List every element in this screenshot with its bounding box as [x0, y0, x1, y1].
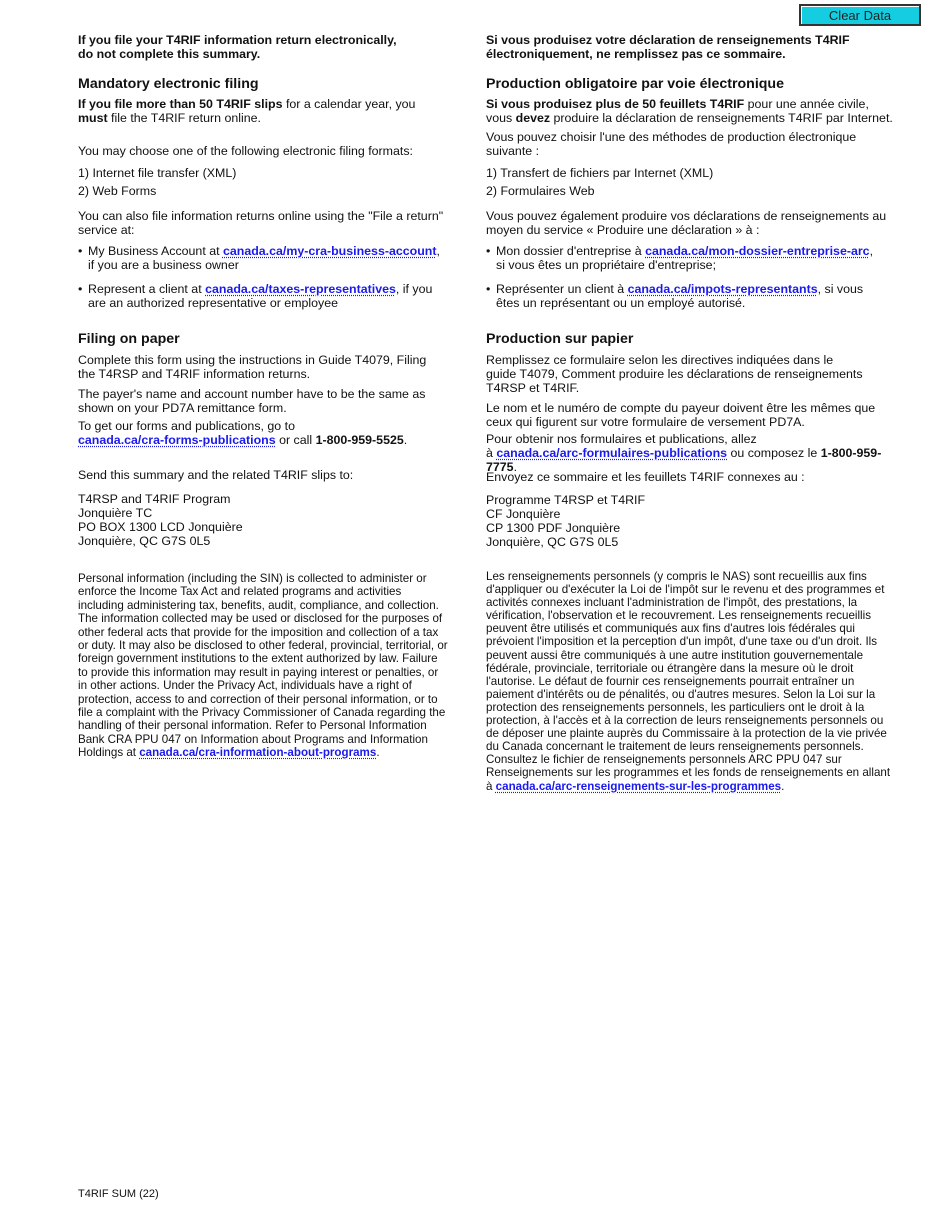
en-paper-2 [78, 387, 463, 415]
link[interactable]: canada.ca/impots-representants [627, 282, 818, 296]
en-electronic-notice [78, 33, 463, 61]
text: , si vous êtes un propriétaire d'entreprise; [496, 244, 874, 272]
en-paper-3 [78, 419, 463, 447]
text: Pour obtenir nos formulaires et publications, allez à [486, 432, 757, 460]
text: Les renseignements personnels (y compris le NAS) sont recueillis aux fins d'appliquer ou d'exécuter la Loi de l'impôt sur le revenu et des programmes et activités connexes incluant l'administration de l'impôt, des prestations, la vérification, l'observation et le recouvrement. Les renseignements recueillis peuvent être utilisés et communiqués aux fins d'autres lois fédérales qui prévoient l'imposition et la perception d'un impôt, d'une taxe ou d'un droit. Ils peuvent aussi être communiqués à une autre institution gouvernementale fédérale, provinciale, territoriale ou étrangère dans la mesure où le droit l'autorise. Le défaut de fournir ces renseignements pourrait entraîner un paiement d'intérêts ou de pénalités, ou d'autres mesures. Selon la Loi sur la protection des renseignements personnels, les particuliers ont le droit à la protection, à l'accès et à la correction de leurs renseignements personnels ou de déposer une plainte auprès du Commissaire à la protection de la vie privée du Canada concernant le traitement de leurs renseignements personnels. Consultez le fichier de renseignements personnels ARC PPU 047 sur Renseignements sur les programmes et les fonds de renseignements en allant à [486, 570, 891, 793]
text: If you file your T4RIF information return electronically, do not complete this summary. [78, 33, 397, 61]
text: The payer's name and account number have to be the same as shown on your PD7A remittance form. [78, 387, 426, 415]
en-format-2 [78, 184, 463, 198]
bold-text: devez [515, 111, 551, 125]
en-heading-mandatory [78, 77, 463, 91]
fr-send [486, 470, 906, 484]
text: You can also file information returns online using the "File a return" service at: [78, 209, 444, 237]
text: , if you are a business owner [88, 244, 440, 272]
fr-address [486, 493, 906, 549]
text: , if you are an authorized representative or employee [88, 282, 433, 310]
text: Represent a client at [88, 282, 206, 296]
fr-paper-3 [486, 432, 906, 474]
text: 1) Internet file transfer (XML) [78, 166, 237, 180]
text: Send this summary and the related T4RIF slips to: [78, 468, 354, 482]
text: Représenter un client à [496, 282, 628, 296]
fr-electronic-notice [486, 33, 906, 61]
text: pour une année civile, vous [486, 97, 869, 125]
en-privacy [78, 572, 463, 760]
link[interactable]: canada.ca/cra-forms-publications [78, 433, 276, 447]
fr-heading-mandatory [486, 77, 906, 91]
bold-text: must [78, 111, 108, 125]
fr-bullet-business [486, 244, 916, 272]
text: Production sur papier [486, 331, 634, 347]
text: for a calendar year, you [285, 97, 416, 111]
text: 2) Formulaires Web [486, 184, 595, 198]
link[interactable]: canada.ca/arc-formulaires-publications [496, 446, 728, 460]
text: 2) Web Forms [78, 184, 157, 198]
link[interactable]: canada.ca/arc-renseignements-sur-les-programmes [495, 779, 782, 793]
text: Production obligatoire par voie électronique [486, 76, 784, 92]
text: produire la déclaration de renseignements T4RIF par Internet. [550, 111, 893, 125]
fr-formats-intro [486, 130, 906, 158]
text: Si vous produisez votre déclaration de renseignements T4RIF électroniquement, ne remplissez pas ce sommaire. [486, 33, 850, 61]
text: Le nom et le numéro de compte du payeur doivent être les mêmes que ceux qui figurent sur votre formulaire de versement PD7A. [486, 401, 876, 429]
bullet-icon: • [78, 282, 83, 296]
text: , si vous êtes un représentant ou un employé autorisé. [496, 282, 864, 310]
text: Remplissez ce formulaire selon les directives indiquées dans le guide T4079, Comment produire les déclarations de renseignements T4RSP et T4RIF. [486, 353, 863, 395]
bold-text: 1-800-959-5525 [315, 433, 404, 447]
text: Vous pouvez également produire vos déclarations de renseignements au moyen du service « Produire une déclaration » à : [486, 209, 887, 237]
fr-format-2 [486, 184, 906, 198]
text: ou composez le [727, 446, 821, 460]
fr-heading-paper [486, 332, 906, 346]
text: Mon dossier d'entreprise à [496, 244, 646, 258]
link[interactable]: canada.ca/cra-information-about-programs [139, 746, 377, 760]
en-file-return [78, 209, 463, 237]
link[interactable]: canada.ca/mon-dossier-entreprise-arc [645, 244, 870, 258]
text: Programme T4RSP et T4RIF CF Jonquière CP 1300 PDF Jonquière Jonquière, QC G7S 0L5 [486, 493, 646, 549]
link[interactable]: canada.ca/my-cra-business-account [222, 244, 437, 258]
fr-bullet-represent [486, 282, 916, 310]
text: Vous pouvez choisir l'une des méthodes de production électronique suivante : [486, 130, 857, 158]
en-mandatory-text [78, 97, 463, 125]
text: file the T4RIF return online. [107, 111, 261, 125]
bold-text: If you file more than 50 T4RIF slips [78, 97, 283, 111]
text: You may choose one of the following electronic filing formats: [78, 144, 413, 158]
fr-format-1 [486, 166, 906, 180]
text: To get our forms and publications, go to [78, 419, 295, 433]
text: Personal information (including the SIN) is collected to administer or enforce the Income Tax Act and related programs and activities including administering tax, benefits, audit, compliance, and collection. The information collected may be used or disclosed for the purposes of other federal acts that provide for the imposition and collection of a tax or duty. It may also be disclosed to other federal, provincial, territorial, or foreign government institutions to the extent authorized by law. Failure to provide this information may result in paying interest or penalties, or in other actions. Under the Privacy Act, individuals have a right of protection, access to and correction of their personal information, or to file a complaint with the Privacy Commissioner of Canada regarding the handling of their personal information. Refer to Personal Information Bank CRA PPU 047 on Information about Programs and Information Holdings at [78, 572, 448, 760]
en-bullet-business [78, 244, 473, 272]
text: Filing on paper [78, 331, 180, 347]
text: Mandatory electronic filing [78, 76, 259, 92]
fr-paper-2 [486, 401, 906, 429]
text: . [403, 433, 408, 447]
link[interactable]: canada.ca/taxes-representatives [205, 282, 396, 296]
form-identifier: T4RIF SUM (22) [78, 1188, 159, 1200]
bullet-icon: • [486, 244, 491, 258]
bullet-icon: • [78, 244, 83, 258]
text: . [513, 460, 518, 474]
en-format-1 [78, 166, 463, 180]
en-bullet-represent [78, 282, 473, 310]
fr-paper-1 [486, 353, 906, 395]
text: or call [275, 433, 316, 447]
text: My Business Account at [88, 244, 223, 258]
en-heading-paper [78, 332, 463, 346]
text: . [781, 779, 785, 793]
fr-file-return [486, 209, 906, 237]
text: Envoyez ce sommaire et les feuillets T4RIF connexes au : [486, 470, 805, 484]
en-address [78, 492, 463, 548]
text: . [376, 746, 380, 760]
text: 1) Transfert de fichiers par Internet (XML) [486, 166, 714, 180]
text: Complete this form using the instructions in Guide T4079, Filing the T4RSP and T4RIF information returns. [78, 353, 427, 381]
en-send [78, 468, 463, 482]
clear-data-button[interactable]: Clear Data [799, 4, 921, 26]
text: T4RSP and T4RIF Program Jonquière TC PO BOX 1300 LCD Jonquière Jonquière, QC G7S 0L5 [78, 492, 243, 548]
en-formats-intro [78, 144, 463, 158]
en-paper-1 [78, 353, 463, 381]
bold-text: 1-800-959-7775 [486, 446, 882, 474]
fr-privacy [486, 570, 906, 793]
bullet-icon: • [486, 282, 491, 296]
fr-mandatory-text [486, 97, 906, 125]
bold-text: Si vous produisez plus de 50 feuillets T4RIF [486, 97, 745, 111]
